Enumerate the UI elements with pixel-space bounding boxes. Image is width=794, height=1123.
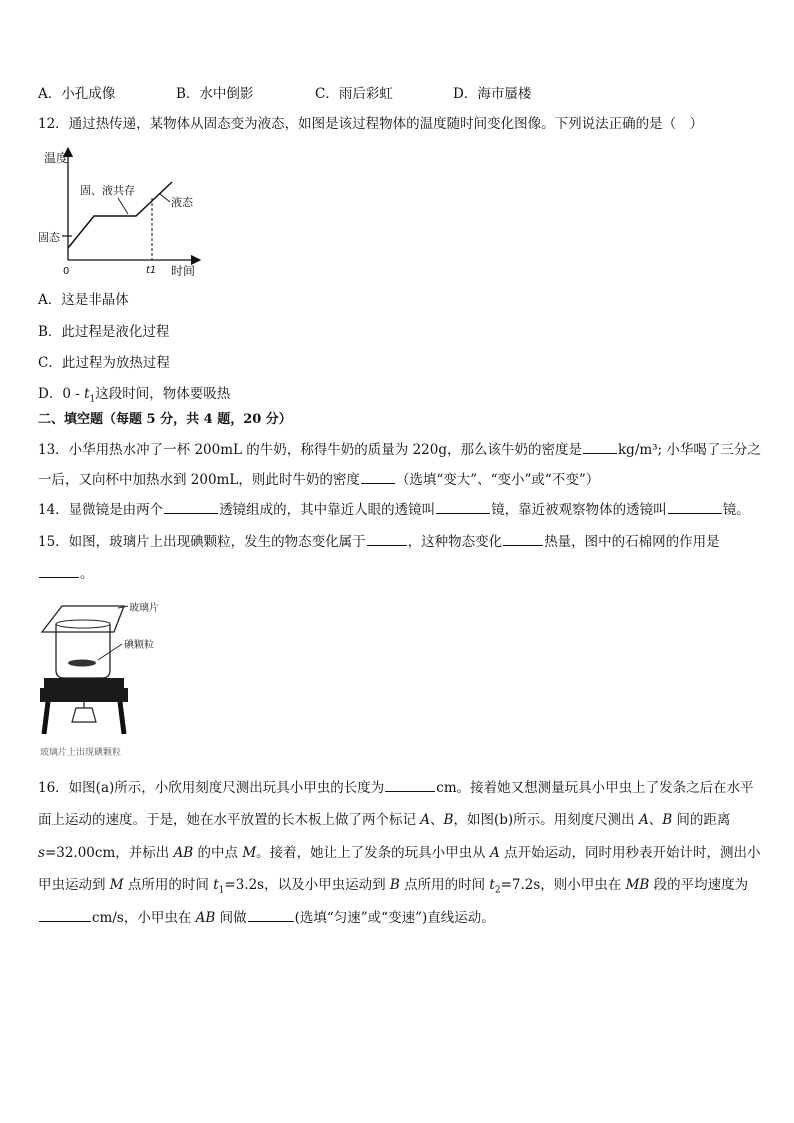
q13-blank-2[interactable] [361,470,395,484]
label-iodine-particles: 碘颗粒 [124,640,154,651]
q11-option-d: D．海市蜃楼 [453,86,532,102]
asbestos-net [44,678,124,688]
q15-blank-3[interactable] [39,564,79,578]
q16-line-3: s=32.00cm，并标出 AB 的中点 M。接着，她让上了发条的玩具小甲虫从 A 点开始运动，同时用秒表开始计时，测出小 [38,845,761,861]
q12-option-c: C．此过程为放热过程 [38,355,170,371]
q16-blank-1[interactable] [385,778,435,792]
graph-x-axis-label: 时间 [171,264,196,278]
graph-t1-label: t1 [146,265,157,276]
tripod-leg-left [44,702,48,734]
q15-iodine-apparatus-figure [36,592,186,762]
q16-line-4: 甲虫运动到 M 点所用的时间 $t_1=3.2s$，以及小甲虫运动到 B 点所用的时间 $t_2=7.2s$，则小甲虫在 MB 段的平均速度为 [38,877,749,896]
q13-line-1: 13．小华用热水冲了一杯 200mL 的牛奶，称得牛奶的质量为 220g，那么该牛奶的密度是 kg/m³; 小华喝了三分之 [38,442,761,458]
q16-blank-3[interactable] [248,908,294,922]
figure-caption: 玻璃片上出现碘颗粒 [40,748,122,758]
q12-temperature-graph [36,146,201,278]
graph-origin-label: 0 [63,266,70,277]
q15-line-1: 15．如图，玻璃片上出现碘颗粒，发生的物态变化属于 ，这种物态变化 热量，图中的石棉网的作用是 [38,534,720,550]
q11-option-b: B．水中倒影 [176,86,254,102]
q16-line-5: cm/s，小甲虫在 AB 间做 (选填“匀速”或“变速”)直线运动。 [38,908,495,927]
q16-line-1: 16．如图(a)所示，小欣用刻度尺测出玩具小甲虫的长度为 cm。接着她又想测量玩具小甲虫上了发条之后在水平 [38,780,754,796]
tripod-leg-right [120,702,124,734]
section-2-title: 二、填空题（每题 5 分，共 4 题，20 分） [38,412,292,427]
q14-blank-3[interactable] [668,500,722,514]
graph-mix-leader [118,198,128,214]
q14-blank-1[interactable] [164,500,218,514]
q15-blank-1[interactable] [367,532,407,546]
graph-mix-label: 固、液共存 [80,184,135,197]
q12-option-d: D．$0 - t_1$这段时间，物体要吸热 [38,386,231,405]
q15-blank-2[interactable] [503,532,543,546]
q15-line-2: 。 [38,564,94,583]
q12-option-b: B．此过程是液化过程 [38,324,170,340]
beaker-rim [56,620,110,628]
q14-line: 14．显微镜是由两个 透镜组成的，其中靠近人眼的透镜叫 镜，靠近被观察物体的透镜叫 镜。 [38,502,750,518]
q13-blank-1[interactable] [583,440,617,454]
q11-option-a: A．小孔成像 [38,86,116,102]
q16-line-2: 面上运动的速度。于是，她在水平放置的长木板上做了两个标记 A、B，如图(b)所示。用刻度尺测出 A、B 间的距离 [38,812,731,828]
iodine-particles [68,660,96,667]
q16-blank-2[interactable] [39,908,91,922]
alcohol-lamp [72,708,96,722]
label-glass-plate: 玻璃片 [129,603,159,614]
graph-solid-label: 固态 [38,231,60,244]
q11-option-c: C．雨后彩虹 [315,86,393,102]
graph-liquid-leader [160,194,170,202]
q13-line-2: 一后，又向杯中加热水到 200mL，则此时牛奶的密度 （选填“变大”、“变小”或“不变”） [38,472,600,488]
q12-stem: 12．通过热传递，某物体从固态变为液态，如图是该过程物体的温度随时间变化图像。下列说法正确的是（ ） [38,116,704,132]
graph-liquid-label: 液态 [171,196,193,209]
tripod-band [40,688,128,702]
q12-option-a: A．这是非晶体 [38,292,129,308]
q14-blank-2[interactable] [436,500,490,514]
graph-y-axis-label: 温度 [44,151,69,165]
